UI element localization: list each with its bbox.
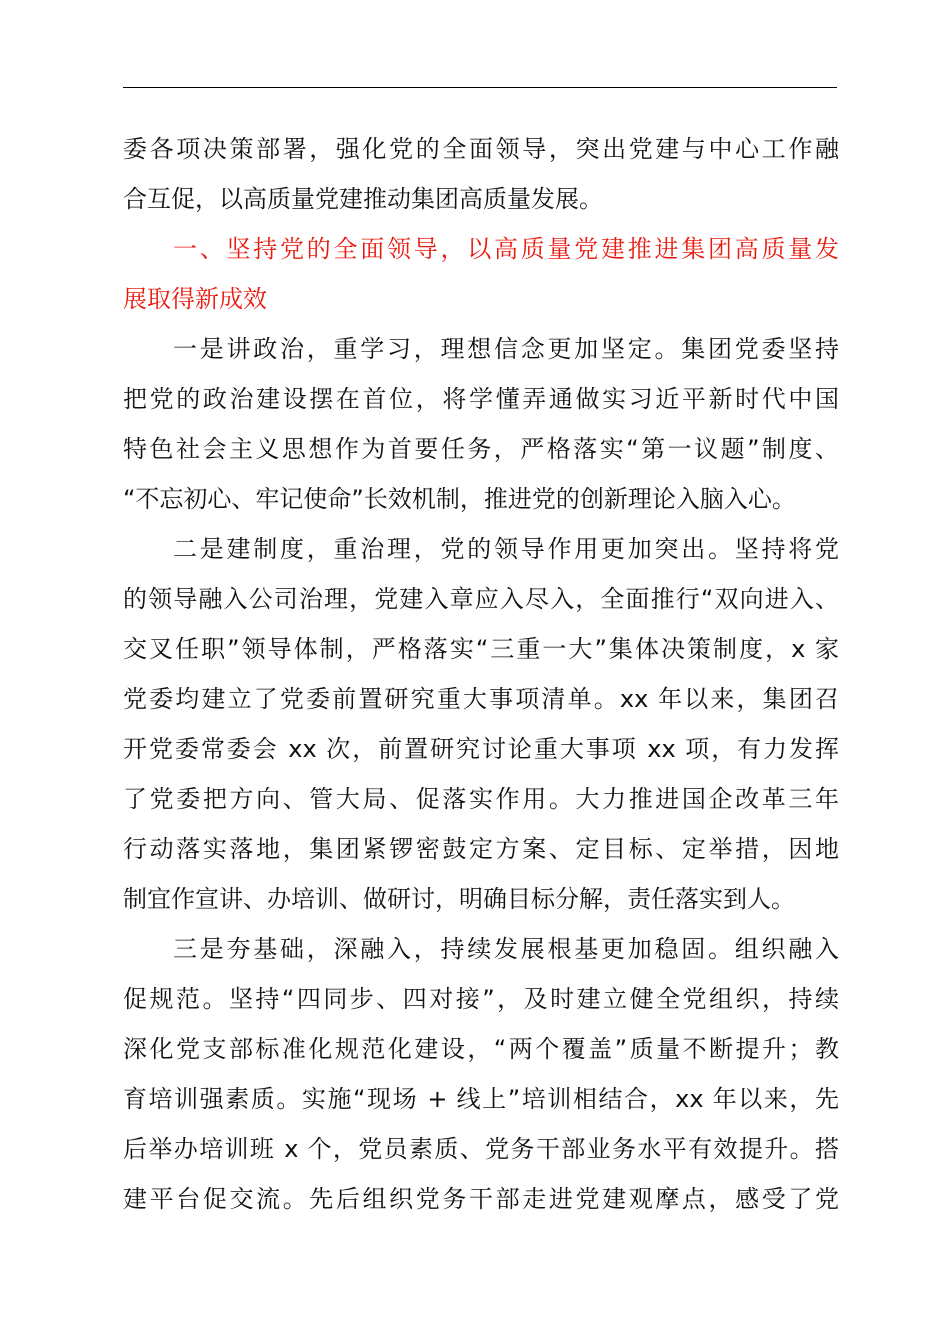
text-line: 三是夯基础，深融入，持续发展根基更加稳固。组织融入 <box>173 935 839 963</box>
header-rule <box>123 87 837 88</box>
heading-line: 一、坚持党的全面领导，以高质量党建推进集团高质量发 <box>173 235 839 263</box>
paragraph-3 <box>123 924 839 1224</box>
text-line: 育培训强素质。实施“现场 + 线上”培训相结合，xx 年以来，先 <box>123 1085 839 1113</box>
text-line: 深化党支部标准化规范化建设，“两个覆盖”质量不断提升；教 <box>123 1035 839 1063</box>
text-line: 行动落实落地，集团紧锣密鼓定方案、定目标、定举措，因地 <box>123 835 839 863</box>
heading-line: 展取得新成效 <box>123 285 267 313</box>
text-line: 二是建制度，重治理，党的领导作用更加突出。坚持将党 <box>173 535 839 563</box>
section-heading <box>123 224 839 324</box>
intro-paragraph <box>123 124 839 224</box>
text-line: 建平台促交流。先后组织党务干部走进党建观摩点，感受了党 <box>123 1185 839 1213</box>
text-line: 了党委把方向、管大局、促落实作用。大力推进国企改革三年 <box>123 785 839 813</box>
text-line: 委各项决策部署，强化党的全面领导，突出党建与中心工作融 <box>123 135 839 163</box>
document-body <box>123 124 839 1224</box>
paragraph-1 <box>123 324 839 524</box>
text-line: 一是讲政治，重学习，理想信念更加坚定。集团党委坚持 <box>173 335 839 363</box>
text-line: 特色社会主义思想作为首要任务，严格落实“第一议题”制度、 <box>123 435 839 463</box>
text-line: 后举办培训班 x 个，党员素质、党务干部业务水平有效提升。搭 <box>123 1135 839 1163</box>
text-line: 把党的政治建设摆在首位，将学懂弄通做实习近平新时代中国 <box>123 385 839 413</box>
text-line: 的领导融入公司治理，党建入章应入尽入，全面推行“双向进入、 <box>123 585 839 613</box>
text-line: 交叉任职”领导体制，严格落实“三重一大”集体决策制度，x 家 <box>123 635 839 663</box>
text-line: 促规范。坚持“四同步、四对接”，及时建立健全党组织，持续 <box>123 985 839 1013</box>
text-line: 党委均建立了党委前置研究重大事项清单。xx 年以来，集团召 <box>123 685 839 713</box>
text-line: 合互促，以高质量党建推动集团高质量发展。 <box>123 185 603 213</box>
text-line: “不忘初心、牢记使命”长效机制，推进党的创新理论入脑入心。 <box>123 485 796 513</box>
text-line: 开党委常委会 xx 次，前置研究讨论重大事项 xx 项，有力发挥 <box>123 735 839 763</box>
paragraph-2 <box>123 524 839 924</box>
text-line: 制宜作宣讲、办培训、做研讨，明确目标分解，责任落实到人。 <box>123 885 795 913</box>
